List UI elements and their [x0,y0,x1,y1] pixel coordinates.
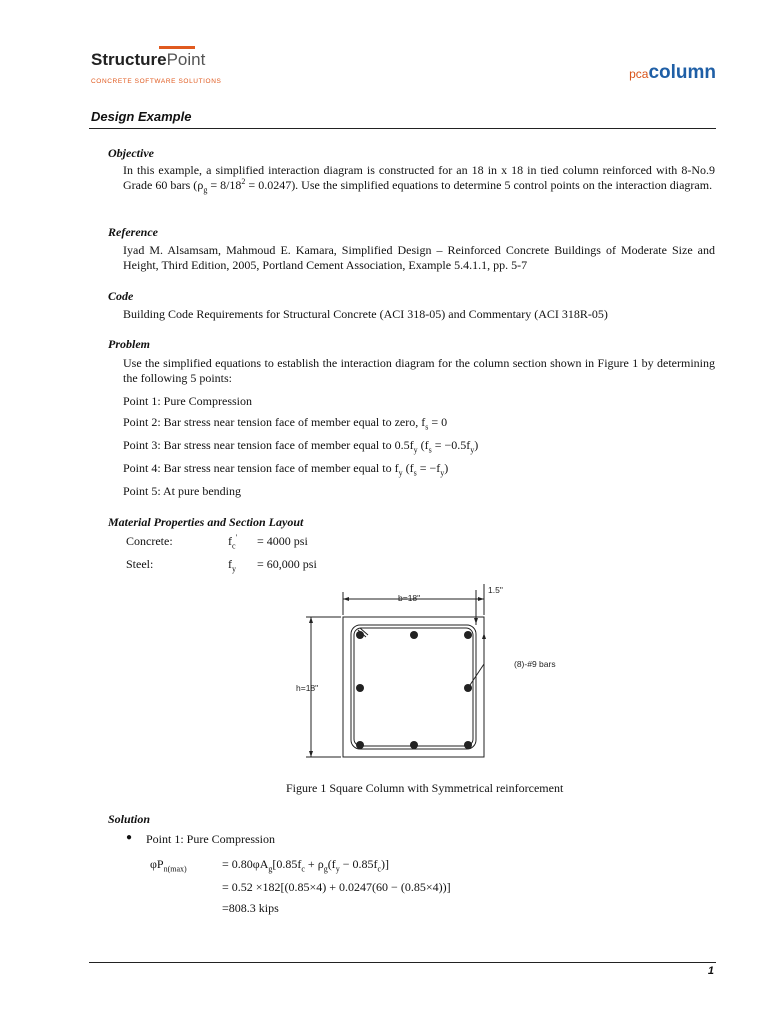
objective-text: In this example, a simplified interaction diagram is constructed for an 18 in x 18 in tied column reinforced with 8-No.9 Grade 60 bars $(\rho_g = 8/18^2 = 0.0247)$. Use the simplified equations to determine 5 control points on the interaction diagram. [123,163,715,195]
figure-caption: Figure 1 Square Column with Symmetrical reinforcement [286,781,564,795]
column-section-figure [280,582,580,774]
bullet-icon: ● [126,832,133,843]
page-title: Design Example [91,109,192,124]
equation-line-2: = 0.52 ×182[(0.85×4) + 0.0247(60 − (0.85×4))] [222,880,451,894]
height-label: h=18" [296,683,319,693]
objective-heading: Objective [108,146,154,160]
problem-point-2: Point 2: Bar stress near tension face of member equal to zero, $f_s = 0$ [123,415,448,432]
problem-point-4: Point 4: Bar stress near tension face of member equal to $f_y$ $(f_s = -f_y)$ [123,461,449,478]
rebar-middle-right [464,684,472,692]
rebar-bottom-right [464,741,472,749]
cover-label: 1.5" [488,585,503,595]
problem-point-5: Point 5: At pure bending [123,484,241,498]
brand-tagline: CONCRETE SOFTWARE SOLUTIONS [91,78,222,85]
logo-accent-bar [159,46,195,49]
structurepoint-logo [91,46,221,86]
equation-line-1: = $0.80\varphi A_g[0.85f_c + \rho_g(f_y - 0.85f_c)]$ [222,857,390,874]
rebar-top-left [356,631,364,639]
width-label: b=18" [398,593,421,603]
code-text: Building Code Requirements for Structural Concrete (ACI 318-05) and Commentary (ACI 318R-05) [123,307,608,321]
steel-label: Steel: [126,557,154,571]
steel-value: = 60,000 psi [257,557,317,571]
code-heading: Code [108,289,134,303]
rebar-middle-left [356,684,364,692]
equation-line-3: =808.3 kips [222,901,279,915]
bars-leader-line [470,664,484,685]
rebar-top-middle [410,631,418,639]
tie-outer [351,625,476,749]
concrete-symbol: $f_c'$ [228,533,238,551]
bars-label: (8)-#9 bars [514,659,556,669]
rebar-bottom-middle [410,741,418,749]
reference-text: Iyad M. Alsamsam, Mahmoud E. Kamara, Simplified Design – Reinforced Concrete Buildings of Moderate Size and Height, Third Edition, 2005, Portland Cement Association, Example 5.4.1.1, pp. 5-7 [123,243,715,272]
brand-bold: Structure [91,50,167,69]
pcacolumn-logo [629,62,716,84]
footer-divider [89,962,716,963]
equation-lhs: $\varphi P_{n(max)}$ [150,857,187,874]
problem-point-3: Point 3: Bar stress near tension face of member equal to $0.5f_y$ $(f_s = -0.5f_y)$ [123,438,479,455]
rebar-bottom-left [356,741,364,749]
header-divider [89,128,716,129]
problem-intro: Use the simplified equations to establish the interaction diagram for the column section shown in Figure 1 by determining the following 5 points: [123,356,715,385]
concrete-label: Concrete: [126,534,173,548]
page-number: 1 [707,965,714,977]
problem-heading: Problem [108,337,150,351]
materials-heading: Material Properties and Section Layout [108,515,304,529]
solution-point-1: Point 1: Pure Compression [146,832,276,846]
reference-heading: Reference [108,225,158,239]
rebar-top-right [464,631,472,639]
solution-heading: Solution [108,812,151,826]
concrete-value: = 4000 psi [257,534,308,548]
product-name: column [648,62,716,83]
brand-light: Point [166,50,206,69]
tie-inner [354,628,473,746]
steel-symbol: $f_y$ [228,557,236,574]
problem-point-1: Point 1: Pure Compression [123,394,253,408]
product-prefix: pca [629,67,649,81]
